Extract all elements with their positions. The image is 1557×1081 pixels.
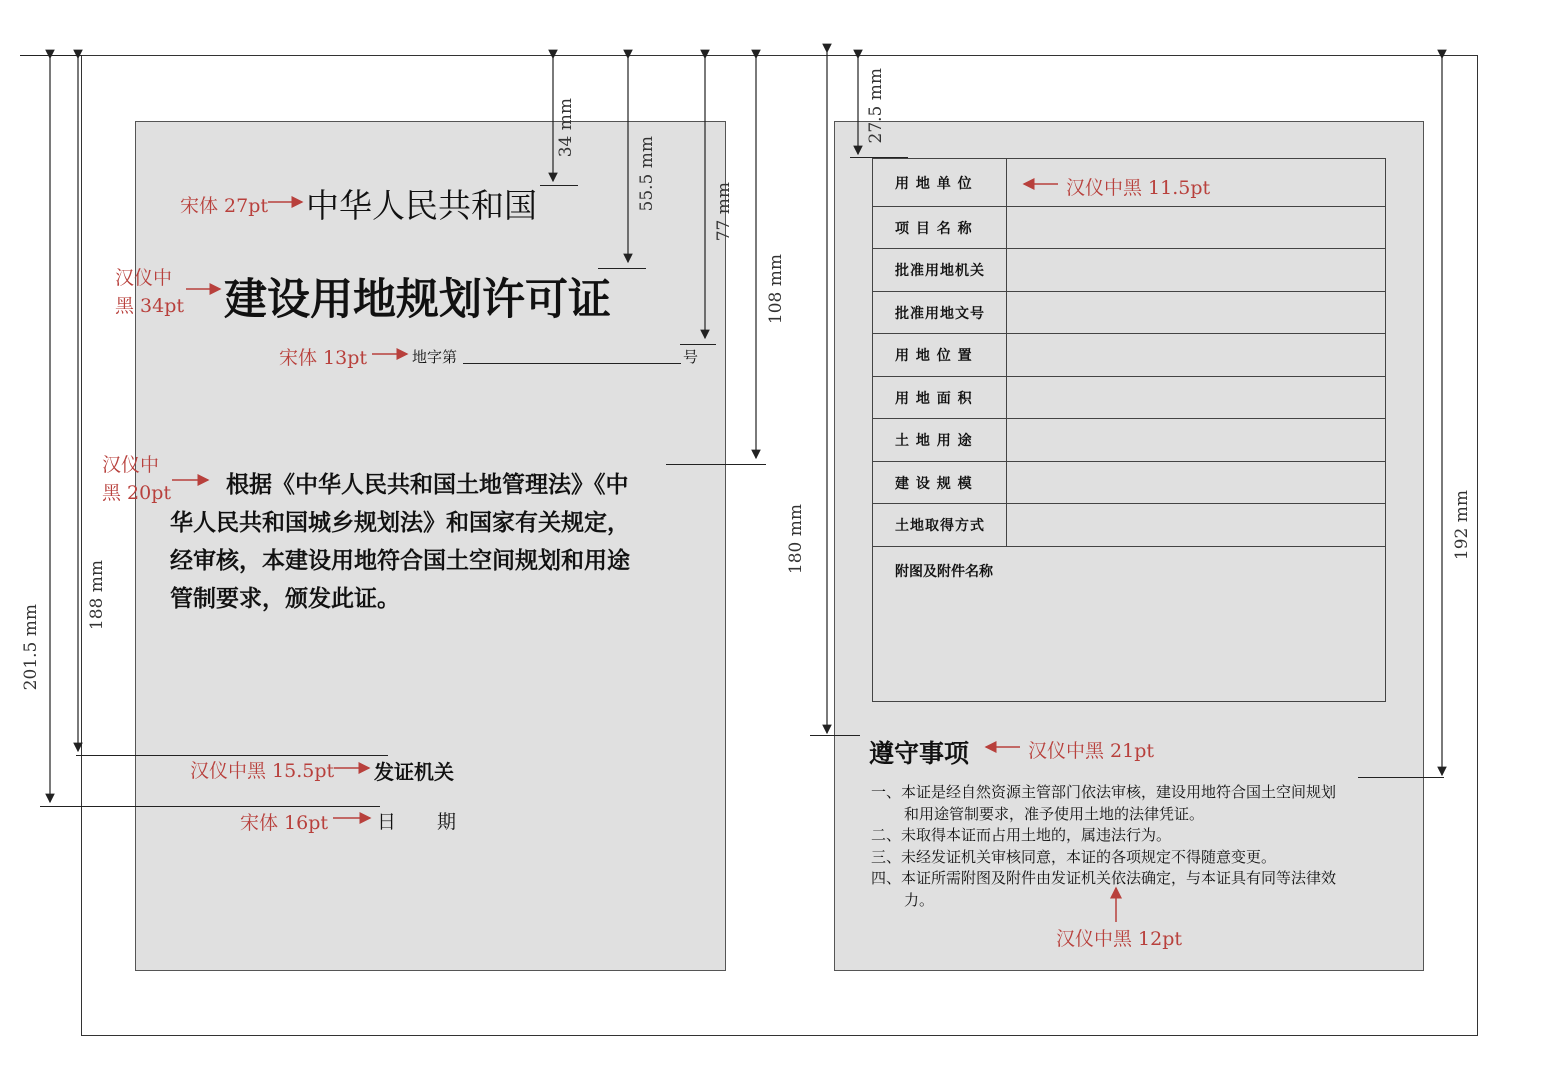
notice-item-4: 四、本证所需附图及附件由发证机关依法确定，与本证具有同等法律效 [871,869,1337,887]
table-row-label: 用 地 位 置 [873,334,1007,376]
annotation-hanyi-21: 汉仪中黑 21pt [1028,740,1155,762]
body-line-2: 华人民共和国城乡规划法》和国家有关规定， [170,510,630,536]
number-suffix: 号 [683,348,699,366]
table-row-label: 批准用地文号 [873,292,1007,333]
dim-label-188: 188 mm [87,560,107,631]
annotation-songti-13: 宋体 13pt [279,347,368,369]
body-line-1: 根据《中华人民共和国土地管理法》《中 [226,472,629,498]
notice-item-2: 二、未取得本证而占用土地的，属违法行为。 [871,826,1172,844]
dim-label-180: 180 mm [786,504,806,575]
annotation-hanyi-11-5: 汉仪中黑 11.5pt [1066,177,1211,199]
dim-label-192: 192 mm [1452,490,1472,561]
annotation-songti-27: 宋体 27pt [180,195,269,217]
body-line-3: 经审核，本建设用地符合国土空间规划和用途 [170,548,630,574]
dim-label-77: 77 mm [714,182,734,242]
table-row-label: 土地取得方式 [873,504,1007,546]
table-row-label: 批准用地机关 [873,249,1007,291]
table-row-label: 项 目 名 称 [873,207,1007,248]
issuer-label: 发证机关 [374,760,454,784]
notice-title: 遵守事项 [869,739,970,768]
number-prefix: 地字第 [412,348,458,366]
annotation-songti-16: 宋体 16pt [240,812,329,834]
dim-label-34: 34 mm [556,98,576,158]
table-row-label: 土 地 用 途 [873,419,1007,461]
annotation-hanyi-34-line2: 黑 34pt [115,295,185,317]
date-label-2: 期 [437,811,457,833]
dim-label-27: 27.5 mm [866,68,886,144]
annotation-hanyi-20-line2: 黑 20pt [102,482,172,504]
annotation-hanyi-34-line1: 汉仪中 [115,267,173,289]
dim-label-108: 108 mm [766,254,786,325]
table-row-label: 用 地 面 积 [873,377,1007,418]
dim-label-55: 55.5 mm [637,136,657,212]
annotation-hanyi-12: 汉仪中黑 12pt [1056,928,1183,950]
annotation-hanyi-20-line1: 汉仪中 [102,454,160,476]
date-label-1: 日 [377,811,397,833]
annotation-hanyi-15-5: 汉仪中黑 15.5pt [190,760,335,782]
country-name: 中华人民共和国 [306,186,537,225]
notice-item-1: 一、本证是经自然资源主管部门依法审核，建设用地符合国土空间规划 [871,783,1337,801]
body-line-4: 管制要求，颁发此证。 [170,586,400,612]
attachments-label: 附图及附件名称 [895,564,993,580]
certificate-title: 建设用地规划许可证 [224,275,611,325]
notice-item-1-cont: 和用途管制要求，准予使用土地的法律凭证。 [904,805,1205,823]
dim-label-201: 201.5 mm [21,604,41,691]
table-row-label: 用 地 单 位 [873,159,1007,206]
table-row-label: 建 设 规 模 [873,462,1007,503]
notice-item-4-cont: 力。 [904,891,935,909]
notice-item-3: 三、未经发证机关审核同意，本证的各项规定不得随意变更。 [871,848,1277,866]
